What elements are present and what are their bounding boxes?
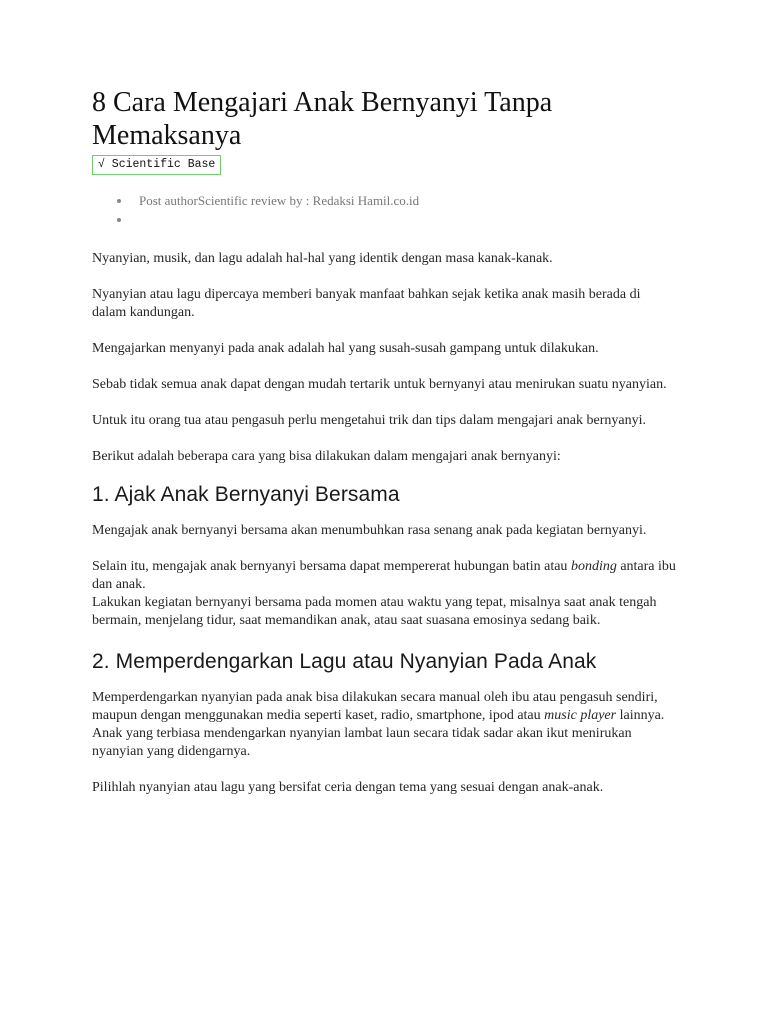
- section-heading: 1. Ajak Anak Bernyanyi Bersama: [92, 483, 400, 506]
- paragraph-text: antara ibu dan anak.: [92, 559, 676, 592]
- intro-paragraph: Nyanyian, musik, dan lagu adalah hal-hal yang identik dengan masa kanak-kanak.: [92, 251, 553, 266]
- scientific-base-badge: √ Scientific Base: [92, 155, 221, 175]
- paragraph-text: Memperdengarkan nyanyian pada anak bisa dilakukan secara manual oleh ibu atau pengasuh sendiri, maupun dengan menggunakan media seperti kaset, radio, smartphone, ipod atau: [92, 690, 658, 723]
- paragraph-text: lainnya.: [616, 708, 665, 723]
- intro-paragraph: Mengajarkan menyanyi pada anak adalah hal yang susah-susah gampang untuk dilakukan.: [92, 341, 599, 356]
- post-author-text: Post authorScientific review by : Redaksi Hamil.co.id: [139, 193, 420, 208]
- section-paragraph: Anak yang terbiasa mendengarkan nyanyian lambat laun secara tidak sadar akan ikut menirukan nyanyian yang didengarnya.: [92, 726, 632, 759]
- section-paragraph: Pilihlah nyanyian atau lagu yang bersifat ceria dengan tema yang sesuai dengan anak-anak.: [92, 780, 604, 795]
- intro-paragraph: Sebab tidak semua anak dapat dengan mudah tertarik untuk bernyanyi atau menirukan suatu nyanyian.: [92, 377, 667, 392]
- post-meta-empty-item: [92, 210, 676, 229]
- section-paragraph: [92, 689, 676, 725]
- intro-paragraph: Nyanyian atau lagu dipercaya memberi banyak manfaat bahkan sejak ketika anak masih berada di dalam kandungan.: [92, 287, 641, 320]
- section-paragraph: Mengajak anak bernyanyi bersama akan menumbuhkan rasa senang anak pada kegiatan bernyanyi.: [92, 523, 647, 538]
- bullet-icon: [117, 199, 121, 203]
- post-author-item: [92, 191, 676, 210]
- intro-paragraph: Berikut adalah beberapa cara yang bisa dilakukan dalam mengajari anak bernyanyi:: [92, 449, 561, 464]
- intro-paragraph: Untuk itu orang tua atau pengasuh perlu mengetahui trik dan tips dalam mengajari anak bernyanyi.: [92, 413, 646, 428]
- section-paragraph: Lakukan kegiatan bernyanyi bersama pada momen atau waktu yang tepat, misalnya saat anak tengah bermain, menjelang tidur, saat memandikan anak, atau saat suasana emosinya sedang baik.: [92, 595, 657, 628]
- section-paragraph: [92, 558, 676, 594]
- italic-term: bonding: [570, 559, 617, 574]
- paragraph-text: Selain itu, mengajak anak bernyanyi bersama dapat mempererat hubungan batin atau: [92, 559, 571, 574]
- page-title: 8 Cara Mengajari Anak Bernyanyi Tanpa Memaksanya: [92, 87, 553, 151]
- italic-term: music player: [544, 708, 617, 723]
- article: [92, 86, 676, 797]
- post-meta-list: [92, 191, 676, 229]
- bullet-icon: [117, 218, 121, 222]
- section-heading: 2. Memperdengarkan Lagu atau Nyanyian Pada Anak: [92, 650, 597, 673]
